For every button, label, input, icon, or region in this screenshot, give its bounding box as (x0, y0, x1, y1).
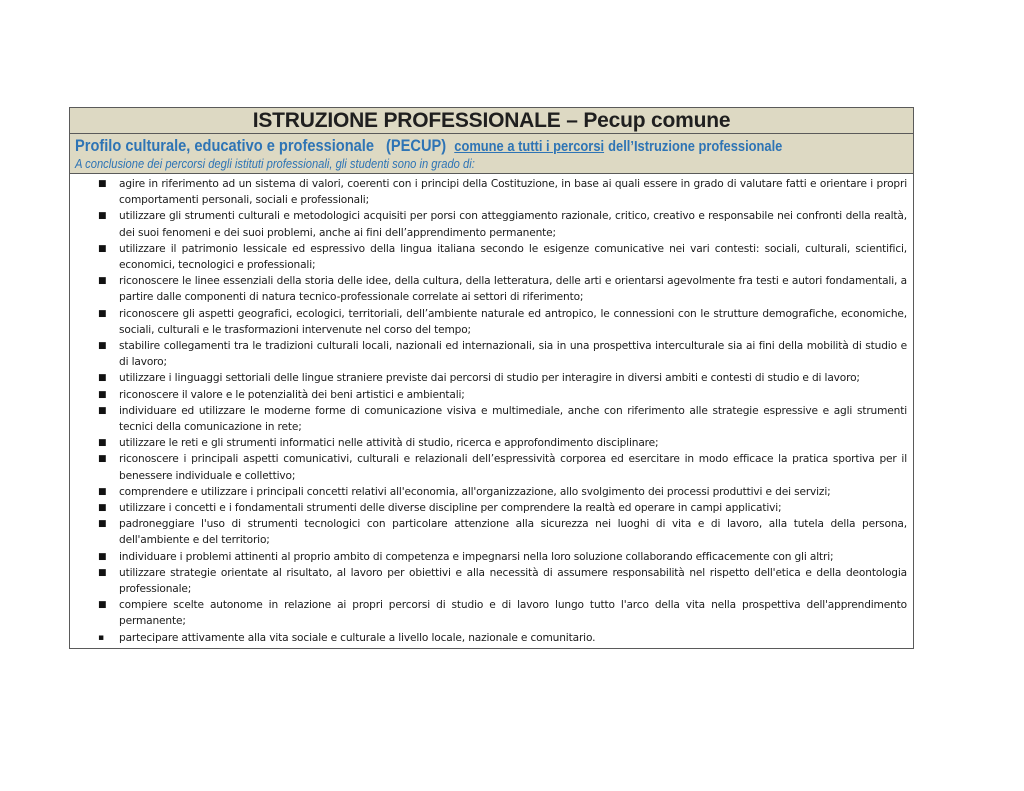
square-bullet-icon: ■ (98, 600, 107, 611)
list-item (74, 176, 907, 208)
square-bullet-icon: ■ (98, 308, 107, 319)
square-bullet-icon: ▪ (98, 632, 104, 643)
list-item-text: utilizzare gli strumenti culturali e metodologici acquisiti per porsi con atteggiamento razionale, critico, creativo e responsabile nei confronti della realtà, dei suoi fenomeni e dei suoi problemi, anche ai fini dell’apprendimento permanente; (119, 210, 907, 239)
list-item (74, 630, 907, 646)
list-item (74, 597, 907, 629)
square-bullet-icon: ■ (98, 551, 107, 562)
list-item (74, 451, 907, 483)
list-item (74, 387, 907, 403)
list-item (74, 370, 907, 386)
square-bullet-icon: ■ (98, 276, 107, 287)
list-item (74, 435, 907, 451)
list-item-text: stabilire collegamenti tra le tradizioni culturali locali, nazionali ed internazionali, sia in una prospettiva interculturale sia ai fini della mobilità di studio e di lavoro; (119, 340, 907, 369)
table-title: ISTRUZIONE PROFESSIONALE – Pecup comune (70, 108, 913, 134)
profile-heading-common: comune a tutti i percorsi (454, 138, 605, 155)
square-bullet-icon: ■ (98, 341, 107, 352)
square-bullet-icon: ■ (98, 503, 107, 514)
pecup-table (69, 107, 914, 649)
competence-list (70, 174, 913, 648)
list-item-text: riconoscere gli aspetti geografici, ecologici, territoriali, dell’ambiente naturale ed antropico, le connessioni con le strutture demografiche, economiche, sociali, culturali e le trasformazioni intervenute nel corso del tempo; (119, 307, 907, 336)
list-item-text: utilizzare strategie orientate al risultato, al lavoro per obiettivi e alla necessità di assumere responsabilità nel rispetto dell'etica e della deontologia professionale; (119, 566, 907, 596)
list-item-text: partecipare attivamente alla vita sociale e culturale a livello locale, nazionale e comunitario. (119, 631, 596, 644)
square-bullet-icon: ■ (98, 389, 107, 400)
square-bullet-icon: ■ (98, 373, 107, 384)
list-item (74, 565, 907, 597)
list-item-text: utilizzare i concetti e i fondamentali strumenti delle diverse discipline per comprendere la realtà ed operare in campi applicativi; (119, 502, 782, 515)
list-item (74, 549, 907, 565)
square-bullet-icon: ■ (98, 438, 107, 449)
list-item-text: individuare ed utilizzare le moderne forme di comunicazione visiva e multimediale, anche con riferimento alle strategie espressive e agli strumenti tecnici della comunicazione in rete; (119, 404, 907, 434)
list-item (74, 273, 907, 305)
profile-heading-part4: dell’Istruzione professionale (608, 138, 783, 155)
list-item-text: utilizzare i linguaggi settoriali delle lingue straniere previste dai percorsi di studio per interagire in diversi ambiti e contesti di studio e di lavoro; (119, 372, 860, 385)
list-item (74, 241, 907, 273)
profile-intro: A conclusione dei percorsi degli istituti professionali, gli studenti sono in grado di: (75, 156, 475, 171)
list-item (74, 484, 907, 500)
list-item-text: riconoscere i principali aspetti comunicativi, culturali e relazionali dell’espressività corporea ed esercitare in modo efficace la pratica sportiva per il benessere individuale e collettivo; (119, 453, 907, 482)
list-item (74, 208, 907, 240)
list-item-text: riconoscere il valore e le potenzialità dei beni artistici e ambientali; (119, 388, 465, 401)
list-item-text: comprendere e utilizzare i principali concetti relativi all'economia, all'organizzazione, allo svolgimento dei processi produttivi e dei servizi; (119, 485, 831, 498)
square-bullet-icon: ■ (98, 519, 107, 530)
list-item (74, 338, 907, 370)
square-bullet-icon: ■ (98, 243, 107, 254)
list-item (74, 306, 907, 338)
list-item-text: compiere scelte autonome in relazione ai propri percorsi di studio e di lavoro lungo tutto l'arco della vita nella prospettiva dell'apprendimento permanente; (119, 599, 907, 628)
profile-heading-pecup: (PECUP) (386, 136, 447, 155)
square-bullet-icon: ■ (98, 405, 107, 416)
profile-heading (75, 137, 782, 156)
list-item (74, 516, 907, 548)
list-item-text: utilizzare le reti e gli strumenti informatici nelle attività di studio, ricerca e approfondimento disciplinare; (119, 437, 659, 450)
list-item-text: individuare i problemi attinenti al proprio ambito di competenza e impegnarsi nella loro soluzione collaborando efficacemente con gli altri; (119, 550, 834, 563)
square-bullet-icon: ■ (98, 486, 107, 497)
profile-heading-part1: Profilo culturale, educativo e professionale (75, 136, 374, 155)
list-item (74, 403, 907, 435)
square-bullet-icon: ■ (98, 211, 107, 222)
square-bullet-icon: ■ (98, 179, 107, 189)
square-bullet-icon: ■ (98, 567, 107, 578)
list-item-text: padroneggiare l'uso di strumenti tecnologici con particolare attenzione alla sicurezza nei luoghi di vita e di lavoro, alla tutela della persona, dell'ambiente e del territorio; (119, 518, 907, 547)
square-bullet-icon: ■ (98, 454, 107, 465)
list-item (74, 500, 907, 516)
list-item-text: agire in riferimento ad un sistema di valori, coerenti con i principi della Costituzione, in base ai quali essere in grado di valutare fatti e orientare i propri comportamenti personali, sociali e professionali; (119, 178, 907, 207)
profile-header (70, 134, 913, 174)
list-item-text: riconoscere le linee essenziali della storia delle idee, della cultura, della letteratura, delle arti e orientarsi agevolmente fra testi e autori fondamentali, a partire dalle componenti di natura tecnico-professionale correlate ai settori di riferimento; (119, 275, 907, 304)
list-item-text: utilizzare il patrimonio lessicale ed espressivo della lingua italiana secondo le esigenze comunicative nei vari contesti: sociali, culturali, scientifici, economici, tecnologici e professionali; (119, 242, 907, 272)
